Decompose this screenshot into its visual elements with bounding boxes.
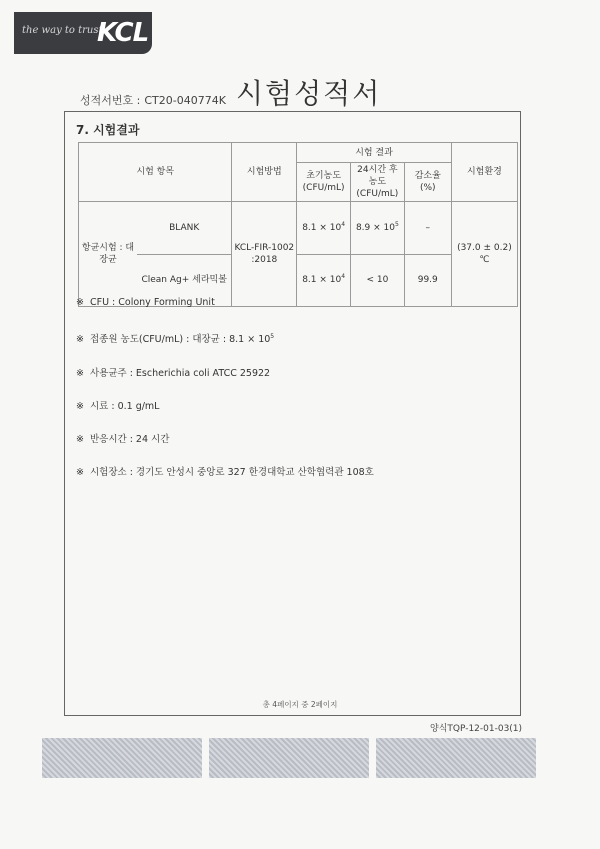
method-value: KCL-FIR-1002 :2018 xyxy=(232,202,297,307)
header-initial: 초기농도 (CFU/mL) xyxy=(297,163,351,202)
note-text: 시험장소 : 경기도 안성시 중앙로 327 한경대학교 산학협력관 108호 xyxy=(89,467,374,478)
security-pattern-3 xyxy=(376,738,536,778)
certificate-number xyxy=(80,92,226,108)
initial-sample-base: 8.1 × 10 xyxy=(302,275,342,286)
after-blank-exp: 5 xyxy=(394,220,399,228)
logo-brand: KCL xyxy=(97,18,149,48)
note-strain xyxy=(76,365,270,379)
initial-blank-exp: 4 xyxy=(341,220,346,228)
logo-tagline: the way to trust xyxy=(22,25,103,36)
note-cfu xyxy=(76,297,215,308)
after-blank xyxy=(351,202,405,255)
note-mark: ※ xyxy=(76,434,84,445)
initial-sample xyxy=(297,254,351,307)
certificate-number-value: CT20-040774K xyxy=(144,94,226,107)
note-sample xyxy=(76,398,159,412)
note-text: 시료 : 0.1 g/mL xyxy=(89,401,160,412)
kcl-logo xyxy=(14,12,152,54)
form-code: 양식TQP-12-01-03(1) xyxy=(430,724,523,734)
note-text: 사용균주 : Escherichia coli ATCC 25922 xyxy=(89,368,271,379)
note-location xyxy=(76,464,374,478)
category-label: 항균시험 : 대장균 xyxy=(81,243,135,265)
sample-clean-ag: Clean Ag+ 세라믹볼 xyxy=(141,275,227,286)
note-mark: ※ xyxy=(76,467,84,478)
note-text: 접종원 농도(CFU/mL) : 대장균 : 8.1 × 10 xyxy=(89,334,271,345)
initial-blank xyxy=(297,202,351,255)
section-title: 7. 시험결과 xyxy=(76,123,140,137)
note-inoculum xyxy=(76,331,274,345)
sample-blank: BLANK xyxy=(137,202,231,255)
certificate-number-label: 성적서번호 : xyxy=(80,94,141,107)
results-table xyxy=(78,142,518,307)
security-pattern-1 xyxy=(42,738,202,778)
initial-blank-base: 8.1 × 10 xyxy=(302,222,342,233)
after-sample-base: < 10 xyxy=(366,275,389,286)
note-text: 반응시간 : 24 시간 xyxy=(89,434,170,445)
initial-sample-exp: 4 xyxy=(341,273,346,281)
reduction-sample: 99.9 xyxy=(404,254,451,307)
after-blank-base: 8.9 × 10 xyxy=(355,222,395,233)
note-reaction-time xyxy=(76,431,169,445)
note-text: CFU : Colony Forming Unit xyxy=(89,297,215,308)
after-sample xyxy=(351,254,405,307)
note-mark: ※ xyxy=(76,297,84,308)
note-mark: ※ xyxy=(76,401,84,412)
header-result: 시험 결과 xyxy=(297,143,452,163)
reduction-blank: – xyxy=(404,202,451,255)
note-exp: 5 xyxy=(270,332,275,340)
note-mark: ※ xyxy=(76,368,84,379)
header-reduction: 감소율 (%) xyxy=(404,163,451,202)
page-title: 시험성적서 xyxy=(236,77,382,110)
security-pattern-2 xyxy=(209,738,369,778)
note-mark: ※ xyxy=(76,334,84,345)
category-cell xyxy=(79,202,232,307)
header-environment: 시험환경 xyxy=(451,143,517,202)
header-item: 시험 항목 xyxy=(79,143,232,202)
environment-value: (37.0 ± 0.2) ℃ xyxy=(451,202,517,307)
header-after: 24시간 후 농도 (CFU/mL) xyxy=(351,163,405,202)
page-info: 총 4페이지 중 2페이지 xyxy=(262,700,338,709)
header-method: 시험방법 xyxy=(232,143,297,202)
